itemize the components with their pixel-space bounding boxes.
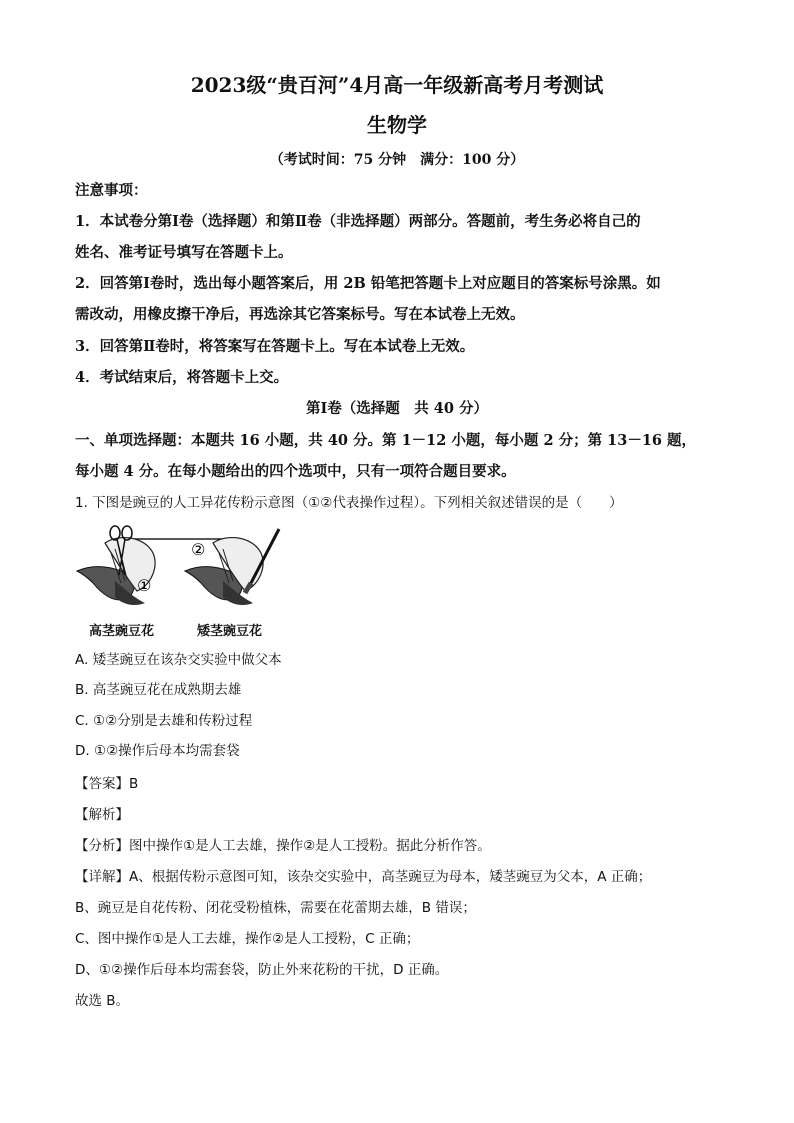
analysis-line: C、图中操作①是人工去雄，操作②是人工授粉，C 正确； bbox=[75, 931, 420, 947]
exam-info: （考试时间：75 分钟 满分：100 分） bbox=[269, 152, 525, 168]
note-line: 3．回答第Ⅱ卷时，将答案写在答题卡上。写在本试卷上无效。 bbox=[75, 338, 475, 355]
option-a: A. 矮茎豌豆在该杂交实验中做父本 bbox=[75, 652, 282, 668]
note-line: 4．考试结束后，将答题卡上交。 bbox=[75, 369, 289, 386]
note-line: 2．回答第Ⅰ卷时，选出每小题答案后，用 2B 铅笔把答题卡上对应题目的答案标号涂黑。如 bbox=[75, 275, 661, 292]
analysis-line: D、①②操作后母本均需套袋，防止外来花粉的干扰，D 正确。 bbox=[75, 962, 449, 978]
mark-2: ② bbox=[191, 540, 206, 559]
figure-label-short: 矮茎豌豆花 bbox=[197, 624, 263, 639]
option-d: D. ①②操作后母本均需套袋 bbox=[75, 743, 240, 759]
analysis-line: B、豌豆是自花传粉、闭花受粉植株，需要在花蕾期去雄，B 错误； bbox=[75, 900, 476, 916]
note-line: 1．本试卷分第Ⅰ卷（选择题）和第Ⅱ卷（非选择题）两部分。答题前，考生务必将自己的 bbox=[75, 213, 641, 230]
subject-title: 生物学 bbox=[367, 113, 427, 137]
analysis-line: 故选 B。 bbox=[75, 993, 130, 1009]
option-c: C. ①②分别是去雄和传粉过程 bbox=[75, 713, 253, 729]
analysis-heading: 【解析】 bbox=[75, 807, 129, 823]
pea-flower-illustration bbox=[75, 523, 290, 619]
section-instructions: 每小题 4 分。在每小题给出的四个选项中，只有一项符合题目要求。 bbox=[75, 463, 516, 480]
notes-heading: 注意事项： bbox=[75, 182, 148, 199]
answer: 【答案】B bbox=[75, 776, 139, 792]
mark-1: ① bbox=[137, 576, 152, 595]
note-line: 需改动，用橡皮擦干净后，再选涂其它答案标号。写在本试卷上无效。 bbox=[75, 306, 525, 323]
section-instructions: 一、单项选择题：本题共 16 小题，共 40 分。第 1－12 小题，每小题 2 分；第 13－16 题， bbox=[75, 432, 697, 449]
figure-label-tall: 高茎豌豆花 bbox=[89, 624, 155, 639]
exam-title: 2023级“贵百河”4月高一年级新高考月考测试 bbox=[190, 73, 604, 97]
section-title: 第Ⅰ卷（选择题 共 40 分） bbox=[305, 400, 489, 417]
pollination-figure bbox=[75, 523, 290, 641]
analysis-line: 【分析】图中操作①是人工去雄，操作②是人工授粉。据此分析作答。 bbox=[75, 838, 491, 854]
question-stem: 1. 下图是豌豆的人工异花传粉示意图（①②代表操作过程）。下列相关叙述错误的是（ ） bbox=[75, 495, 623, 511]
analysis-line: 【详解】A、根据传粉示意图可知，该杂交实验中，高茎豌豆为母本，矮茎豌豆为父本，A 正确； bbox=[75, 869, 652, 885]
note-line: 姓名、准考证号填写在答题卡上。 bbox=[75, 244, 293, 261]
option-b: B. 高茎豌豆花在成熟期去雄 bbox=[75, 682, 242, 698]
